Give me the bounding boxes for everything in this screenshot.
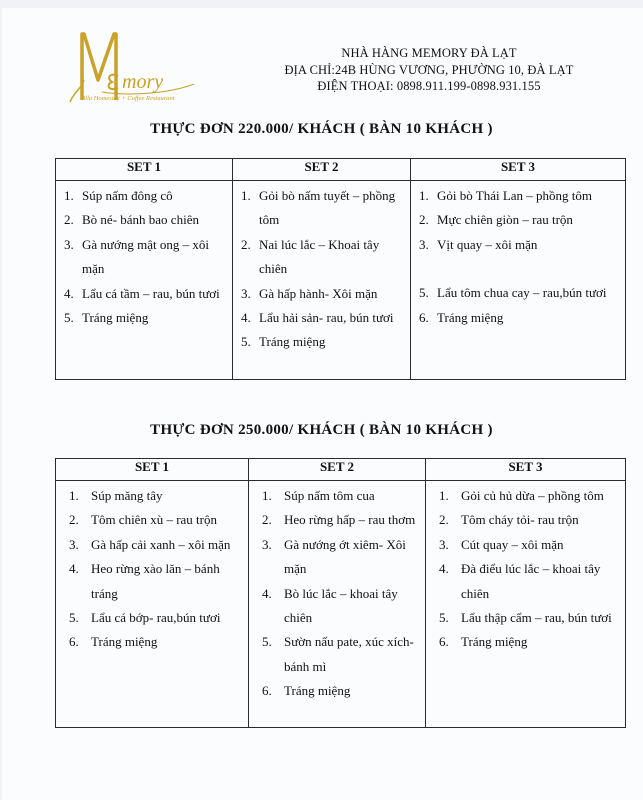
dish-item: 6. Tráng miệng [419,309,504,325]
dish-item: 3. Gà nướng ớt xiêm- Xôi mặn [262,536,406,577]
set-cell [426,481,626,728]
menu-table-220k [55,158,626,380]
dish-list [64,184,224,330]
spacer [419,257,617,281]
dish-item: 1. Gỏi bò Thái Lan – phồng tôm [419,188,593,203]
dish-list [439,484,617,655]
dish-item: 3. Gà hấp hành- Xôi mặn [241,285,378,301]
dish-item: 1. Súp nấm tôm cua [262,488,375,503]
dish-item: 5. Sườn nấu pate, xúc xích- bánh mì [262,634,414,674]
logo-tagline: Villa Homestay + Coffee Restaurant [80,95,175,102]
dish-item: 2. Heo rừng hấp – rau thơm [262,512,416,528]
dish-item: 5. Tráng miệng [241,334,326,350]
set-header: SET 1 [56,459,249,481]
menu-title-250k: THỰC ĐƠN 250.000/ KHÁCH ( BÀN 10 KHÁCH ) [150,422,493,438]
set-header: SET 1 [56,159,233,181]
dish-item: 2. Tôm cháy tỏi- rau trộn [439,512,579,528]
dish-item: 3. Gà nướng mật ong – xôi mặn [64,236,209,277]
svg-text:mory: mory [122,71,164,93]
set-header: SET 2 [233,159,411,181]
dish-item: 1. Súp măng tây [69,488,163,503]
dish-item: 1. Gỏi củ hủ dừa – phồng tôm [439,488,604,503]
dish-item: 1. Gỏi bò nấm tuyết – phồng tôm [241,188,396,228]
dish-item: 5. Lẩu thập cẩm – rau, bún tươi [439,610,612,626]
dish-list [262,484,417,704]
set-header: SET 3 [426,459,626,481]
set-cell [56,481,249,728]
dish-item: 3. Vịt quay – xôi mặn [419,236,538,252]
dish-list [69,484,240,655]
dish-item: 1. Súp nấm đông cô [64,188,173,203]
dish-item: 4. Đà điểu lúc lắc – khoai tây chiên [439,561,601,601]
dish-item: 2. Tôm chiên xù – rau trộn [69,512,217,528]
dish-item: 2. Nai lúc lắc – Khoai tây chiên [241,236,380,277]
dish-item: 2. Mực chiên giòn – rau trộn [419,212,573,228]
dish-item: 6. Tráng miệng [439,634,528,650]
dish-item: 4. Bò lúc lắc – khoai tây chiên [262,585,398,626]
restaurant-phone: ĐIỆN THOẠI: 0898.911.199-0898.931.155 [317,79,541,93]
set-cell [411,181,626,380]
set-header: SET 3 [411,159,626,181]
restaurant-name: NHÀ HÀNG MEMORY ĐÀ LẠT [341,46,517,60]
set-cell [56,181,233,380]
dish-item: 4. Lẩu cá tầm – rau, bún tươi [64,285,220,301]
dish-item: 2. Bò né- bánh bao chiên [64,212,199,228]
dish-list [419,184,617,330]
dish-item: 4. Heo rừng xào lăn – bánh tráng [69,561,220,601]
dish-item: 6. Tráng miệng [69,634,158,650]
set-cell [249,481,426,728]
dish-list [241,184,402,355]
dish-item: 5. Lẩu tôm chua cay – rau,bún tươi [419,285,607,301]
dish-item: 6. Tráng miệng [262,683,351,699]
dish-item: 5. Lẩu cá bớp- rau,bún tươi [69,610,221,626]
restaurant-header [235,45,623,95]
dish-item: 5. Tráng miệng [64,310,149,326]
dish-item: 3. Cút quay – xôi mặn [439,536,564,552]
set-header: SET 2 [249,459,426,481]
set-cell [233,181,411,380]
dish-item: 3. Gà hấp cải xanh – xôi mặn [69,536,231,552]
restaurant-address: ĐỊA CHỈ:24B HÙNG VƯƠNG, PHƯỜNG 10, ĐÀ LẠT [284,62,574,77]
menu-title-220k: THỰC ĐƠN 220.000/ KHÁCH ( BÀN 10 KHÁCH ) [150,121,493,137]
menu-table-250k [55,458,626,728]
dish-item: 4. Lẩu hải sản- rau, bún tươi [241,310,394,326]
